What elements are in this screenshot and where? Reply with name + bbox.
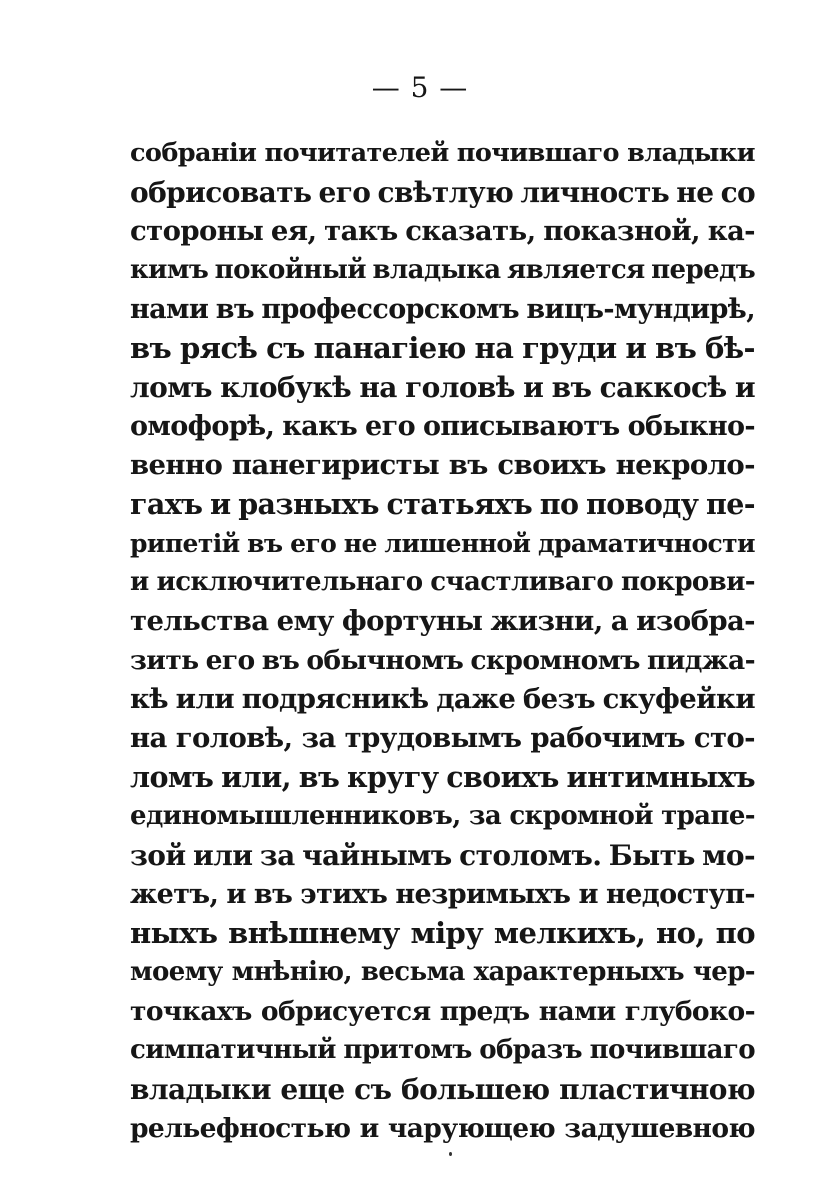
- text-line: жетъ, и въ этихъ незримыхъ и недоступ-: [130, 879, 755, 910]
- text-line: зить его въ обычномъ скромномъ пиджа-: [130, 645, 755, 676]
- text-line: рельефностью и чарующею задушевною: [130, 1113, 755, 1144]
- text-line: на головѣ, за трудовымъ рабочимъ сто-: [130, 722, 755, 754]
- text-line: ломъ клобукѣ на головѣ и въ саккосѣ и: [130, 371, 755, 404]
- text-line: обрисовать его свѣтлую личность не со: [130, 176, 756, 209]
- text-line: точкахъ обрисуется предъ нами глубоко-: [130, 996, 755, 1027]
- text-line: стороны ея, такъ сказать, показной, ка-: [130, 215, 755, 247]
- text-line: гахъ и разныхъ статьяхъ по поводу пе-: [130, 487, 755, 521]
- text-line: единомышленниковъ, за скромной трапе-: [130, 801, 755, 831]
- text-line: кѣ или подрясникѣ даже безъ скуфейки: [130, 683, 755, 715]
- text-line: нами въ профессорскомъ вицъ-мундирѣ,: [130, 294, 755, 325]
- text-line: и исключительнаго счастливаго покрови-: [130, 567, 755, 597]
- text-line: симпатичный притомъ образъ почившаго: [130, 1035, 755, 1065]
- text-line: ныхъ внѣшнему мiру мелкихъ, но, по: [130, 916, 755, 950]
- text-line: собранiи почитателей почившаго владыки: [130, 138, 755, 168]
- text-line: ломъ или, въ кругу своихъ интимныхъ: [130, 760, 755, 794]
- ink-speck: [449, 1152, 452, 1156]
- text-line: моему мнѣнiю, весьма характерныхъ чер-: [130, 957, 755, 987]
- text-line: въ рясѣ съ панагiею на груди и въ бѣ-: [130, 331, 755, 365]
- text-line: омофорѣ, какъ его описываютъ обыкно-: [130, 411, 755, 442]
- text-line: рипетiй въ его не лишенной драматичности: [130, 529, 755, 558]
- text-line: кимъ покойный владыка является передъ: [130, 255, 756, 285]
- text-line: владыки еще съ большею пластичною: [130, 1073, 755, 1106]
- text-line: венно панегиристы въ своихъ некроло-: [130, 449, 755, 481]
- page-number: — 5 —: [371, 71, 469, 104]
- body-text: [130, 134, 755, 1148]
- text-line: тельства ему фортуны жизни, а изобра-: [130, 605, 755, 637]
- text-line: зой или за чайнымъ столомъ. Быть мо-: [130, 839, 755, 872]
